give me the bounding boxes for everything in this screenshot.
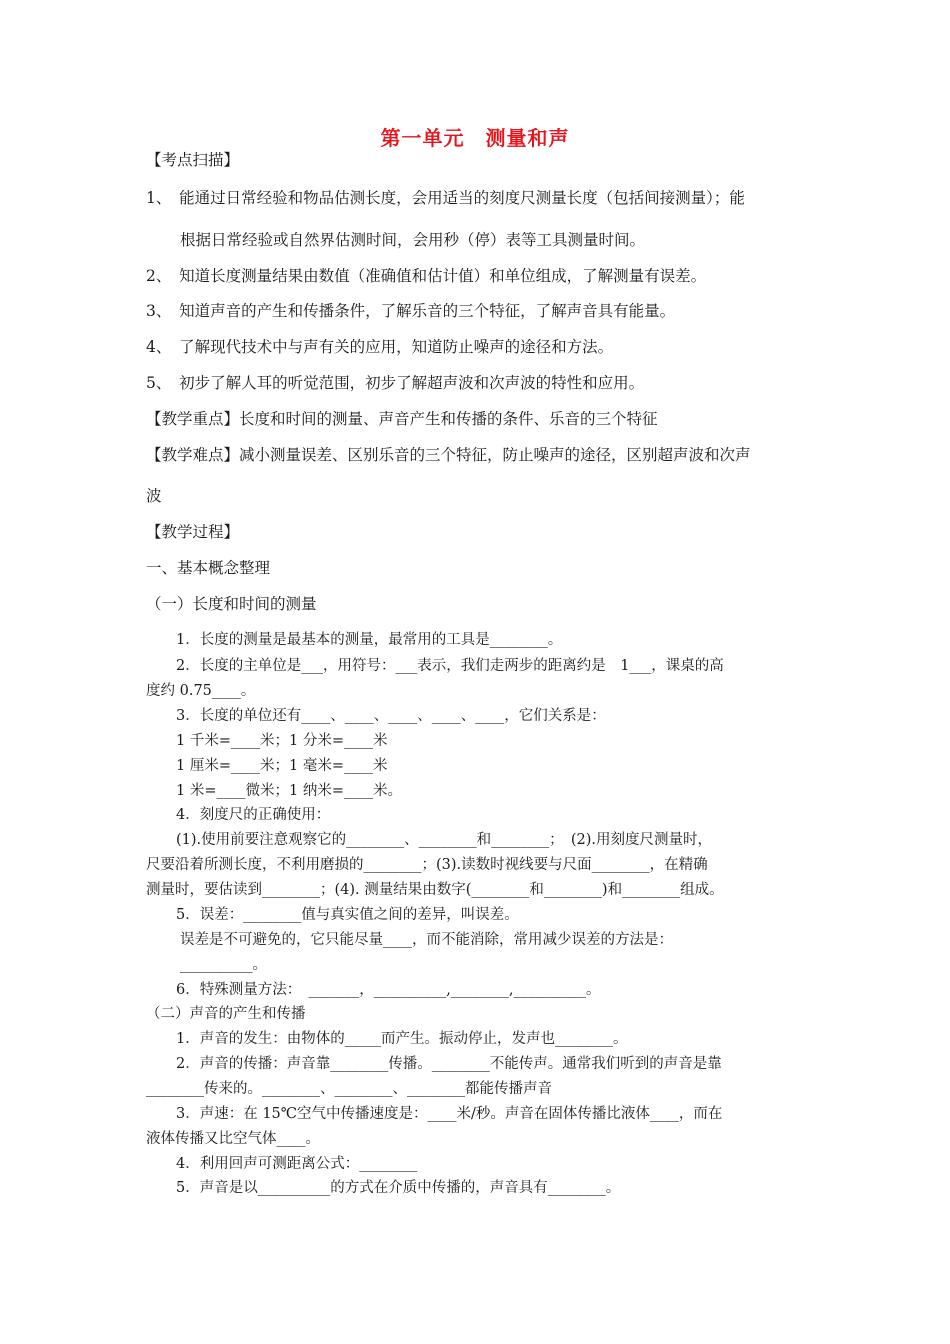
ruler-usage-line-2: 尺要沿着所测长度，不利用磨损的________；(3).读数时视线要与尺面________，在精确 [146,857,708,873]
part2-line-1: 1．声音的发生：由物体的_____而产生。振动停止，发声也________。 [176,1031,628,1047]
kaodian-item-4: 4、 了解现代技术中与声有关的应用，知道防止噪声的途径和方法。 [146,338,614,356]
part1-line-6: 6．特殊测量方法： _______，__________,________,__________。 [176,982,601,998]
teaching-difficulty-cont: 波 [146,487,162,505]
teaching-process-heading: 【教学过程】 [146,523,240,541]
part1-line-5: 5．误差：________值与真实值之间的差异，叫误差。 [176,907,519,923]
part2-line-5: 5．声音是以__________的方式在介质中传播的，声音具有________。 [176,1180,621,1196]
teaching-focus: 【教学重点】长度和时间的测量、声音产生和传播的条件、乐音的三个特征 [146,410,658,428]
section-heading-1: 一、基本概念整理 [146,559,271,577]
teaching-difficulty: 【教学难点】减小测量误差、区别乐音的三个特征，防止噪声的途径，区别超声波和次声 [146,446,751,464]
kaodian-item-3: 3、 知道声音的产生和传播条件，了解乐音的三个特征，了解声音具有能量。 [146,302,676,320]
part1-line-1: 1．长度的测量是最基本的测量，最常用的工具是________。 [176,632,563,648]
kaodian-item-1: 1、 能通过日常经验和物品估测长度，会用适当的刻度尺测量长度（包括间接测量）；能 [146,189,745,207]
error-line: 误差是不可避免的，它只能尽量____，而不能消除，常用减少误差的方法是： [180,932,673,948]
part2-line-2-cont: ________传来的。________、________、________都能传播声音 [146,1081,552,1097]
part1-line-2-cont: 度约 0.75____。 [146,683,256,699]
kaodian-item-5: 5、 初步了解人耳的听觉范围，初步了解超声波和次声波的特性和应用。 [146,374,645,392]
subsection-heading-1: （一）长度和时间的测量 [146,595,317,613]
unit-conversion-1: 1 千米=____米；1 分米=____米 [176,733,388,749]
part2-line-3: 3．声速：在 15℃空气中传播速度是：____米/秒。声音在固体传播比液体____，而在 [176,1106,723,1122]
part1-line-3: 3．长度的单位还有____、____、____、____、____，它们关系是： [176,708,606,724]
kaodian-heading: 【考点扫描】 [146,151,240,169]
unit-conversion-2: 1 厘米=____米；1 毫米=____米 [176,758,388,774]
subsection-heading-2: （二）声音的产生和传播 [146,1006,306,1022]
kaodian-item-1-cont: 根据日常经验或自然界估测时间，会用秒（停）表等工具测量时间。 [180,231,646,249]
ruler-usage-line-1: (1).使用前要注意观察它的________、________和________； (2).用刻度尺测量时， [176,832,713,848]
part2-line-4: 4．利用回声可测距离公式：________ [176,1156,418,1172]
part2-line-2: 2．声音的传播：声音靠________传播。________不能传声。通常我们听到的声音是靠 [176,1056,722,1072]
ruler-usage-line-3: 测量时，要估读到________；(4). 测量结果由数字(________和________)和________组成。 [146,882,724,898]
error-line-cont: __________。 [180,957,267,973]
kaodian-item-2: 2、 知道长度测量结果由数值（准确值和估计值）和单位组成，了解测量有误差。 [146,267,707,285]
page-title: 第一单元 测量和声 [380,126,570,150]
part1-line-4: 4．刻度尺的正确使用： [176,807,331,823]
unit-conversion-3: 1 米=____微米；1 纳米=____米。 [176,783,402,799]
part1-line-2: 2．长度的主单位是___，用符号：___表示，我们走两步的距离约是 1___，课桌的高 [176,658,724,674]
part2-line-3-cont: 液体传播又比空气体____。 [146,1131,320,1147]
